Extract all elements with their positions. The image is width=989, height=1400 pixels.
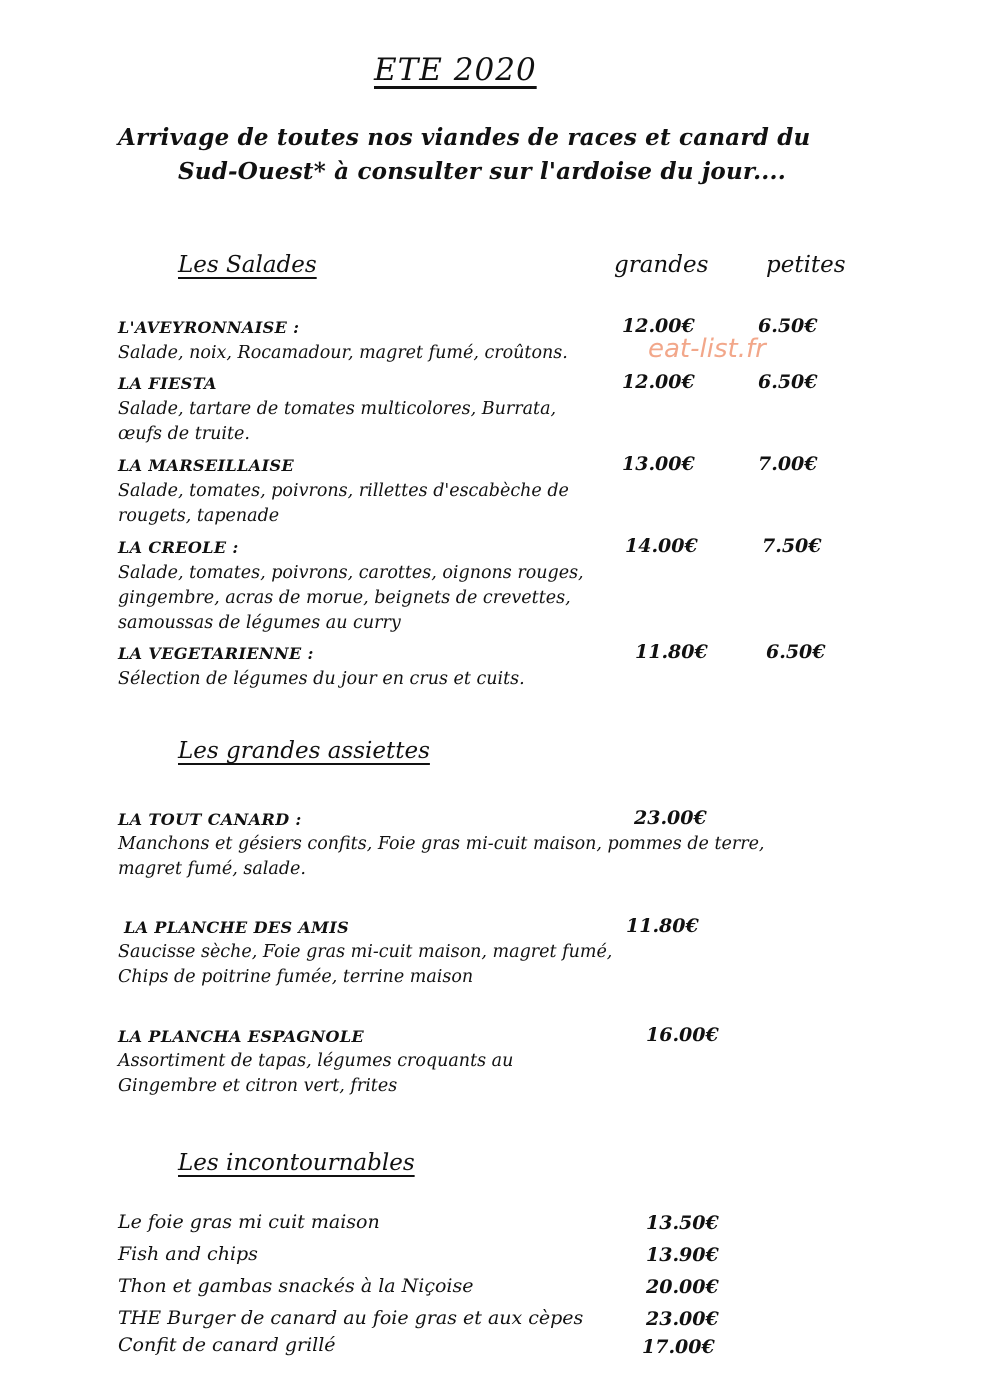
section-heading-assiettes: Les grandes assiettes (178, 738, 430, 764)
assiette-name: LA PLANCHE DES AMIS (124, 918, 350, 937)
intro-line-2: Sud-Ouest* à consulter sur l'ardoise du jour.... (178, 158, 786, 185)
incontournable-name: Confit de canard grillé (118, 1334, 336, 1356)
salade-price-petite: 7.50€ (762, 535, 822, 557)
salade-description: Salade, tomates, poivrons, rillettes d'escabèche de rougets, tapenade (118, 481, 569, 526)
salade-description: Salade, tomates, poivrons, carottes, oignons rouges, gingembre, acras de morue, beignets de crevettes, samoussas de légumes au curry (118, 563, 584, 633)
salade-description: Salade, noix, Rocamadour, magret fumé, croûtons. (118, 343, 568, 363)
incontournable-name: Le foie gras mi cuit maison (118, 1211, 380, 1233)
salade-price-petite: 6.50€ (758, 315, 818, 337)
watermark: eat-list.fr (648, 334, 766, 364)
intro-line-1: Arrivage de toutes nos viandes de races et canard du (118, 124, 811, 151)
salade-price-grande: 11.80€ (635, 641, 708, 663)
salade-price-petite: 7.00€ (758, 453, 818, 475)
assiette-price: 23.00€ (634, 807, 707, 829)
assiette-name: LA PLANCHA ESPAGNOLE (118, 1027, 365, 1046)
page-title: ETE 2020 (374, 52, 537, 88)
assiette-price: 16.00€ (646, 1024, 719, 1046)
incontournable-name: Thon et gambas snackés à la Niçoise (118, 1275, 474, 1297)
salade-price-grande: 12.00€ (622, 371, 695, 393)
assiette-description: Assortiment de tapas, légumes croquants au Gingembre et citron vert, frites (118, 1051, 514, 1096)
incontournable-price: 17.00€ (642, 1336, 715, 1358)
salade-name: LA VEGETARIENNE : (118, 644, 314, 663)
section-heading-salades: Les Salades (178, 252, 317, 278)
incontournable-price: 23.00€ (646, 1308, 719, 1330)
incontournable-price: 13.90€ (646, 1244, 719, 1266)
incontournable-name: Fish and chips (118, 1243, 258, 1265)
incontournable-price: 20.00€ (646, 1276, 719, 1298)
salade-price-petite: 6.50€ (766, 641, 826, 663)
assiette-name: LA TOUT CANARD : (118, 810, 302, 829)
salade-price-grande: 12.00€ (622, 315, 695, 337)
salade-description: Sélection de légumes du jour en crus et cuits. (118, 669, 525, 689)
salade-name: LA MARSEILLAISE (118, 456, 295, 475)
assiette-description: Manchons et gésiers confits, Foie gras mi-cuit maison, pommes de terre, magret fumé, salade. (118, 834, 765, 879)
salade-name: LA FIESTA (118, 374, 217, 393)
incontournable-price: 13.50€ (646, 1212, 719, 1234)
salade-price-grande: 13.00€ (622, 453, 695, 475)
salade-name: LA CREOLE : (118, 538, 239, 557)
assiette-price: 11.80€ (626, 915, 699, 937)
salade-description: Salade, tartare de tomates multicolores, Burrata, œufs de truite. (118, 399, 557, 444)
column-heading-petites: petites (766, 252, 846, 278)
salade-price-grande: 14.00€ (625, 535, 698, 557)
salade-name: L'AVEYRONNAISE : (118, 318, 300, 337)
column-heading-grandes: grandes (614, 252, 709, 278)
section-heading-incontournables: Les incontournables (178, 1150, 415, 1176)
assiette-description: Saucisse sèche, Foie gras mi-cuit maison, magret fumé, Chips de poitrine fumée, terrine maison (118, 942, 613, 987)
salade-price-petite: 6.50€ (758, 371, 818, 393)
incontournable-name: THE Burger de canard au foie gras et aux cèpes (118, 1307, 584, 1329)
